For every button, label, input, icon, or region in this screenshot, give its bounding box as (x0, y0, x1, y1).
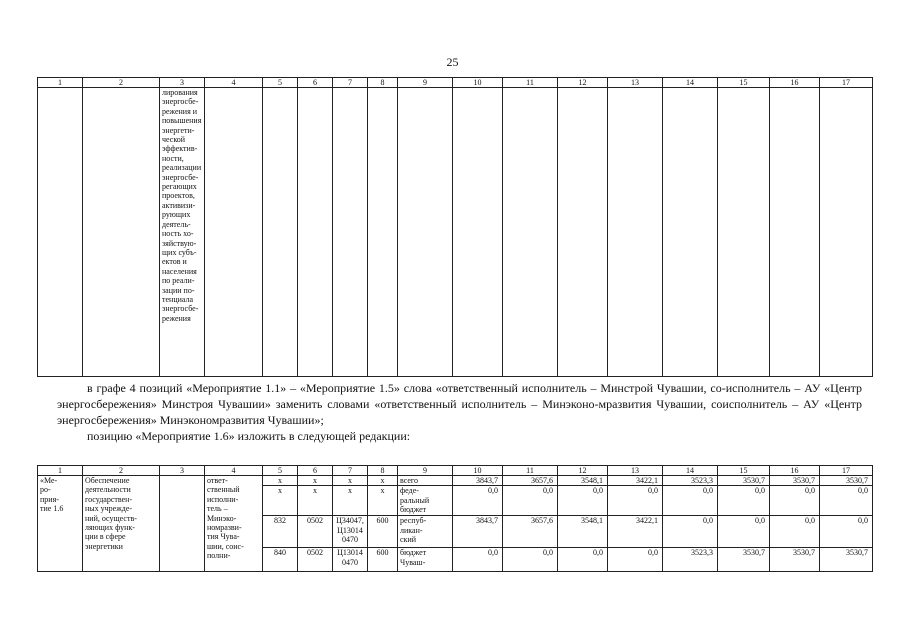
cell-line: по реали- (162, 276, 195, 286)
paragraph: в графе 4 позиций «Мероприятие 1.1» – «Мероприятие 1.5» слова «ответственный исполнитель – Минстрой Чувашии, со-исполнитель – АУ «Центр энергосбережения» Минстроя Чувашии» заменить словами «ответственный исполнитель – Минэконо-мразвития Чувашии, соисполнитель – АУ «Центр энергосбережения» Минэкономразвития Чувашии»; (57, 381, 862, 427)
column-number: 17 (820, 78, 873, 88)
funding-value: 0,0 (453, 486, 503, 516)
column-number: 1 (38, 78, 83, 88)
column-number: 17 (820, 466, 873, 476)
cell-line: ектов и (162, 257, 187, 267)
expense-type-code: x (368, 486, 398, 516)
column-number: 9 (398, 466, 453, 476)
cell-line: эффектив- (162, 144, 198, 154)
expense-type-code: 600 (368, 548, 398, 572)
cell-line: лирования (162, 88, 198, 97)
responsible-executor-cell (205, 476, 263, 572)
funding-value: 0,0 (770, 516, 820, 548)
funding-value: 3422,1 (608, 516, 663, 548)
funding-value: 0,0 (558, 486, 608, 516)
cell-line: ответ- (207, 476, 228, 485)
table-cell (368, 88, 398, 377)
empty-cell (160, 476, 205, 572)
table-cell (205, 88, 263, 377)
table-cell (398, 88, 453, 377)
funding-value: 3530,7 (770, 476, 820, 486)
funding-source (398, 548, 453, 572)
column-number: 11 (503, 78, 558, 88)
funding-source (398, 516, 453, 548)
section-code: x (298, 486, 333, 516)
column-number: 5 (263, 78, 298, 88)
column-number: 7 (333, 78, 368, 88)
column-number: 7 (333, 466, 368, 476)
cell-line: активизи- (162, 200, 196, 210)
funding-value: 0,0 (718, 486, 770, 516)
funding-value: 3530,7 (820, 548, 873, 572)
cell-line: тель – (207, 504, 228, 514)
funding-value: 0,0 (820, 486, 873, 516)
cell-line: ляющих функ- (85, 523, 135, 533)
table-cell (38, 88, 83, 377)
funding-value: 0,0 (663, 516, 718, 548)
funding-value: 3530,7 (770, 548, 820, 572)
funding-value: 3422,1 (608, 476, 663, 486)
cell-line: ность хо- (162, 229, 194, 239)
cell-line: ро- (40, 485, 51, 495)
funding-value: 0,0 (453, 548, 503, 572)
column-number: 5 (263, 466, 298, 476)
cell-line: «Ме- (40, 476, 58, 485)
program-table-continuation (37, 77, 873, 377)
table-cell (333, 88, 368, 377)
expense-type-code: x (368, 476, 398, 486)
cell-line: зации по- (162, 285, 195, 295)
table-cell (160, 88, 205, 377)
column-number: 14 (663, 466, 718, 476)
cell-line: зяйствую- (162, 238, 197, 248)
cell-line: x (348, 486, 352, 496)
column-number: 3 (160, 78, 205, 88)
cell-line: ности, (162, 153, 184, 163)
column-number: 2 (83, 466, 160, 476)
funding-value: 3523,3 (663, 548, 718, 572)
cell-line: проектов, (162, 191, 195, 201)
cell-line: ликан- (400, 525, 423, 535)
cell-line: всего (400, 476, 419, 485)
section-code: 0502 (298, 548, 333, 572)
funding-value: 3657,6 (503, 476, 558, 486)
cell-line: ский (400, 535, 416, 545)
funding-value: 0,0 (608, 486, 663, 516)
cell-line: Ц34047, (336, 516, 364, 526)
column-number: 10 (453, 466, 503, 476)
funding-value: 3843,7 (453, 476, 503, 486)
column-number: 4 (205, 466, 263, 476)
grbs-code: x (263, 486, 298, 516)
funding-value: 3657,6 (503, 516, 558, 548)
grbs-code: 840 (263, 548, 298, 572)
section-code: 0502 (298, 516, 333, 548)
cell-line: Минэко- (207, 513, 237, 523)
cell-line: тия Чува- (207, 532, 240, 542)
column-number: 2 (83, 78, 160, 88)
cell-line: режения и (162, 106, 198, 116)
funding-value: 0,0 (608, 548, 663, 572)
funding-value: 3843,7 (453, 516, 503, 548)
section-code: x (298, 476, 333, 486)
table-cell (263, 88, 298, 377)
cell-line: феде- (400, 486, 419, 496)
cell-line: респуб- (400, 516, 427, 526)
cell-line: бюджет (400, 505, 427, 515)
cell-line: прия- (40, 494, 59, 504)
column-number: 15 (718, 466, 770, 476)
cell-line: исполни- (207, 494, 239, 504)
funding-source (398, 476, 453, 486)
table-cell (298, 88, 333, 377)
funding-value: 3548,1 (558, 516, 608, 548)
table-cell (770, 88, 820, 377)
paragraph: позицию «Мероприятие 1.6» изложить в следующей редакции: (87, 429, 411, 443)
funding-value: 0,0 (503, 548, 558, 572)
cell-line: рующих (162, 210, 191, 220)
funding-value: 0,0 (820, 516, 873, 548)
measure-1-6-table (37, 465, 873, 572)
cell-line: Ц13014 (337, 525, 363, 535)
cell-line: полни- (207, 551, 231, 561)
table-cell (820, 88, 873, 377)
table-cell (453, 88, 503, 377)
funding-value: 3530,7 (718, 548, 770, 572)
column-number: 12 (558, 466, 608, 476)
column-number: 11 (503, 466, 558, 476)
cell-line: 0470 (342, 535, 358, 545)
funding-value: 0,0 (663, 486, 718, 516)
cell-line: ческой (162, 135, 186, 145)
cell-line: энергосбе- (162, 172, 199, 182)
funding-value: 0,0 (558, 548, 608, 572)
funding-value: 3530,7 (718, 476, 770, 486)
column-number: 14 (663, 78, 718, 88)
target-article-code (333, 548, 368, 572)
table-cell (718, 88, 770, 377)
table-header-row (38, 466, 873, 476)
table-cell (663, 88, 718, 377)
funding-value: 3548,1 (558, 476, 608, 486)
cell-line: режения (162, 313, 191, 323)
funding-value: 0,0 (770, 486, 820, 516)
column-number: 8 (368, 466, 398, 476)
cell-line: энергетики (85, 541, 123, 551)
funding-value: 3523,3 (663, 476, 718, 486)
table-row (38, 476, 873, 486)
cell-line: бюджет (400, 548, 427, 558)
target-article-code (333, 476, 368, 486)
column-number: 4 (205, 78, 263, 88)
cell-line: тие 1.6 (40, 504, 64, 514)
cell-line: x (348, 476, 352, 485)
cell-line: ний, осуществ- (85, 513, 137, 523)
target-article-code (333, 516, 368, 548)
cell-line: реализации (162, 163, 202, 173)
column-number: 13 (608, 466, 663, 476)
cell-line: государствен- (85, 494, 133, 504)
grbs-code: x (263, 476, 298, 486)
column-number: 3 (160, 466, 205, 476)
column-number: 12 (558, 78, 608, 88)
cell-line: шии, соис- (207, 541, 244, 551)
cell-line: 0470 (342, 557, 358, 567)
cell-line: Обеспечение (85, 476, 130, 485)
cell-line: Ц13014 (337, 548, 363, 558)
column-number: 15 (718, 78, 770, 88)
cell-line: энергосбе- (162, 97, 199, 107)
table-cell (83, 88, 160, 377)
column-number: 6 (298, 466, 333, 476)
column-number: 16 (770, 466, 820, 476)
cell-line: энергосбе- (162, 304, 199, 314)
funding-value: 3530,7 (820, 476, 873, 486)
column-number: 10 (453, 78, 503, 88)
measure-name-cell (38, 476, 83, 572)
target-article-code (333, 486, 368, 516)
table-cell (503, 88, 558, 377)
table-header-row (38, 78, 873, 88)
table-cell (558, 88, 608, 377)
funding-source (398, 486, 453, 516)
cell-line: деятель- (162, 219, 191, 229)
cell-line: ственный (207, 485, 240, 495)
cell-line: регающих (162, 182, 197, 192)
measure-description-cell (83, 476, 160, 572)
cell-line: тенциала (162, 294, 194, 304)
cell-line: щих субъ- (162, 247, 197, 257)
cell-line: ных учрежде- (85, 504, 133, 514)
cell-line: деятельности (85, 485, 131, 495)
expense-type-code: 600 (368, 516, 398, 548)
cell-line: населения (162, 266, 197, 276)
cell-line: ции в сфере (85, 532, 126, 542)
grbs-code: 832 (263, 516, 298, 548)
column-number: 9 (398, 78, 453, 88)
cell-line: Чуваш- (400, 557, 426, 567)
cell-line: ральный (400, 495, 430, 505)
cell-line: энергети- (162, 125, 195, 135)
column-number: 6 (298, 78, 333, 88)
funding-value: 0,0 (503, 486, 558, 516)
column-number: 13 (608, 78, 663, 88)
funding-value: 0,0 (718, 516, 770, 548)
column-number: 8 (368, 78, 398, 88)
cell-line: повышения (162, 116, 202, 126)
column-number: 16 (770, 78, 820, 88)
cell-line: номразви- (207, 523, 242, 533)
table-cell (608, 88, 663, 377)
page-number: 25 (446, 55, 459, 69)
amendment-text (57, 380, 862, 444)
column-number: 1 (38, 466, 83, 476)
table-row (38, 88, 873, 377)
